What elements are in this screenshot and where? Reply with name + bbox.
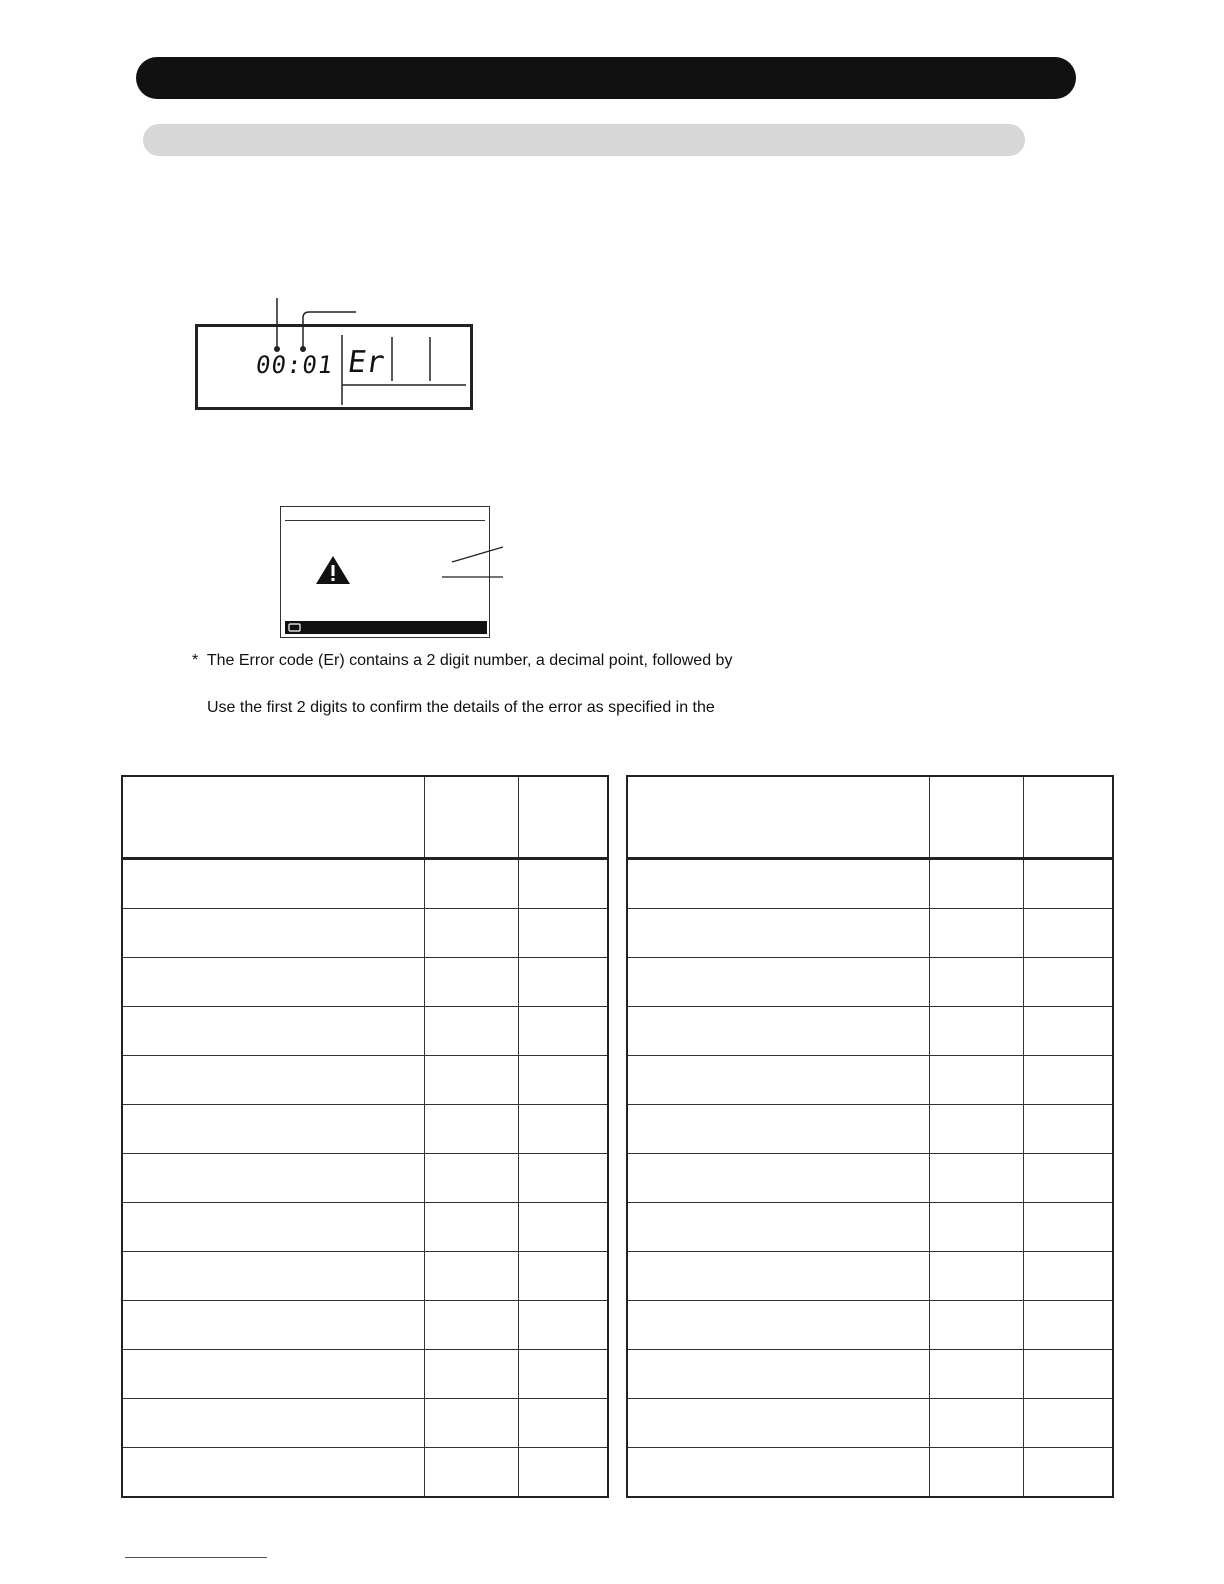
note-asterisk: * <box>192 652 199 669</box>
screen-leader-lines <box>440 544 506 580</box>
screen-status-bar <box>285 621 487 634</box>
error-code-note <box>192 652 732 670</box>
note-line-2: Use the first 2 digits to confirm the details of the error as specified in the <box>207 699 715 716</box>
error-table-left <box>121 775 609 1498</box>
bottom-link-underline[interactable] <box>125 1557 267 1558</box>
error-table-right <box>626 775 1114 1498</box>
screen-divider <box>285 520 485 521</box>
lcd-time-digits: 00:01 <box>254 351 336 379</box>
section-header-bar <box>136 57 1076 99</box>
lcd-error-code: Er <box>345 345 387 380</box>
subsection-header-bar <box>143 124 1025 156</box>
lcd-display <box>195 324 473 410</box>
note-line-1: The Error code (Er) contains a 2 digit number, a decimal point, followed by <box>206 652 733 669</box>
warning-icon <box>315 555 351 585</box>
battery-icon <box>288 623 302 632</box>
